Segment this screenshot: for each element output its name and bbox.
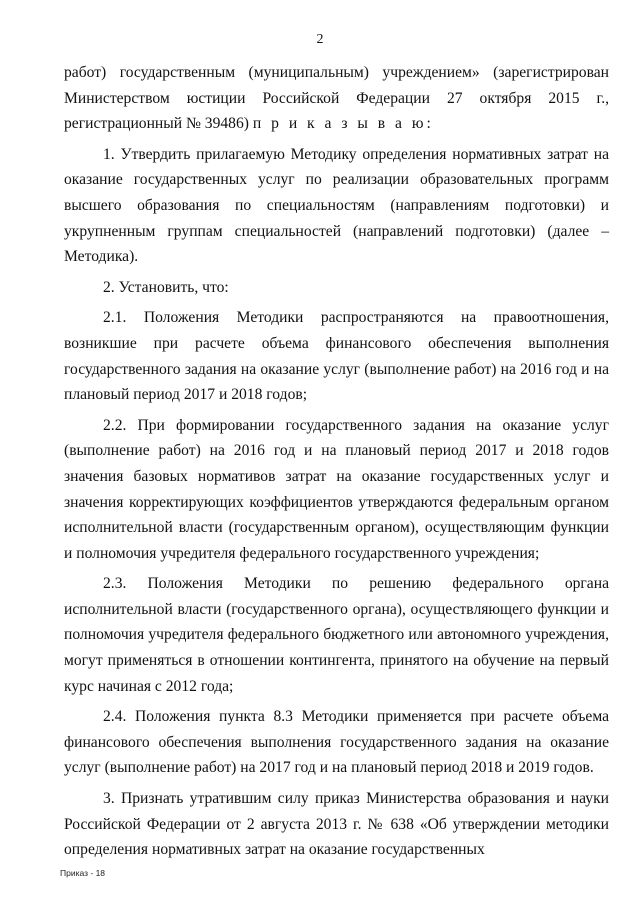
paragraph-continuation-text: работ) государственным (муниципальным) учреждением» (зарегистрирован Министерством юстиции Российской Федерации 27 октября 2015 г., регистрационный № 39486) — [64, 64, 609, 133]
paragraph-2-3: 2.3. Положения Методики по решению федерального органа исполнительной власти (государственного органа), осуществляющего функции и полномочия учредителя федерального бюджетного или автономного учреждения, могут применяться в отношении контингента, принятого на обучение на первый курс начиная с 2012 года; — [64, 575, 609, 695]
paragraph-1: 1. Утвердить прилагаемую Методику определения нормативных затрат на оказание государственных услуг по реализации образовательных программ высшего образования по специальностям (направлениям подготовки) и укрупненным группам специальностей (направлений подготовки) (далее – Методика). — [64, 145, 609, 266]
paragraph-2-2: 2.2. При формировании государственного задания на оказание услуг (выполнение работ) на 2016 год и на плановый период 2017 и 2018 годов значения базовых нормативов затрат на оказание государственных услуг и значения корректирующих коэффициентов утверждаются федеральным органом исполнительной власти (государственным органом), осуществляющим функции и полномочия учредителя федерального государственного учреждения; — [64, 416, 609, 562]
page-number: 2 — [316, 32, 324, 47]
footer-label: Приказ - 18 — [60, 868, 106, 878]
paragraph-continuation — [64, 60, 609, 137]
paragraph-2-4: 2.4. Положения пункта 8.3 Методики применяется при расчете объема финансового обеспечения выполнения государственного задания на оказание услуг (выполнение работ) на 2017 год и на плановый период 2018 и 2019 годов. — [64, 708, 609, 777]
paragraph-2: 2. Установить, что: — [103, 278, 229, 296]
document-body — [64, 60, 609, 868]
order-phrase: п р и к а з ы в а ю: — [252, 115, 434, 133]
paragraph-3: 3. Признать утратившим силу приказ Министерства образования и науки Российской Федерации от 2 августа 2013 г. № 638 «Об утверждении методики определения нормативных затрат на оказание государственных — [64, 790, 609, 859]
paragraph-2-1: 2.1. Положения Методики распространяются на правоотношения, возникшие при расчете объема финансового обеспечения выполнения государственного задания на оказание услуг (выполнение работ) на 2016 год и на плановый период 2017 и 2018 годов; — [64, 309, 609, 404]
